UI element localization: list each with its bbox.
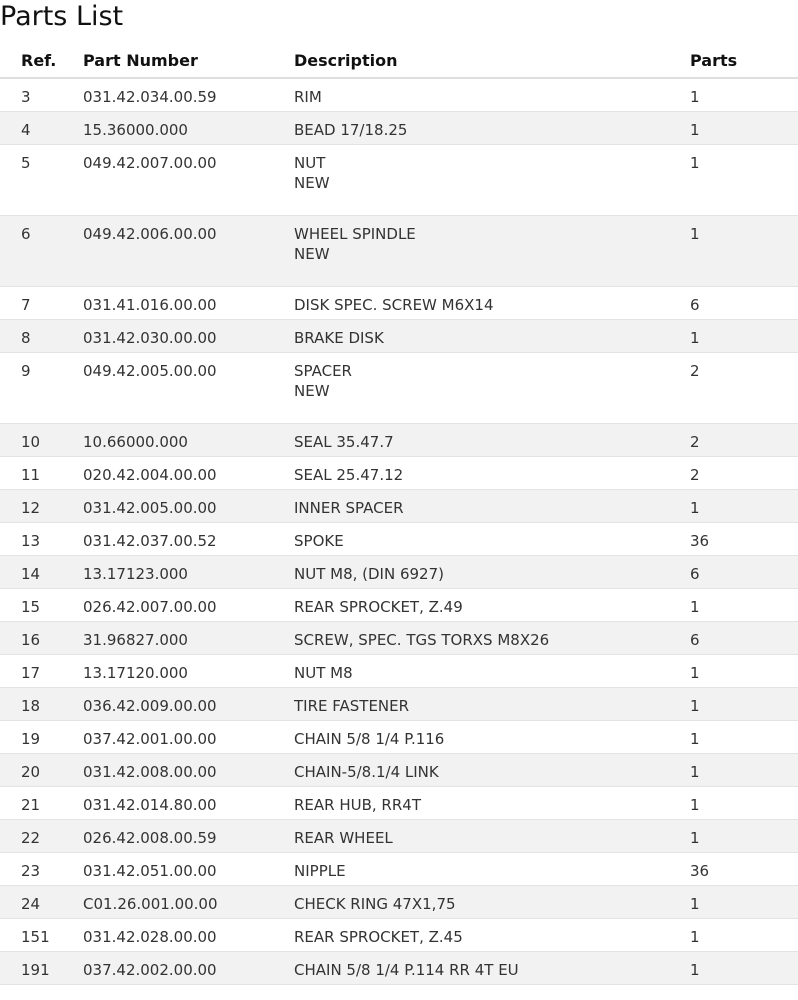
description-text: CHAIN 5/8 1/4 P.116 (294, 729, 445, 748)
cell-part-number: 031.42.014.80.00 (83, 786, 294, 819)
cell-parts-count: 36 (690, 522, 798, 555)
cell-description (294, 786, 690, 819)
cell-part-number: 049.42.005.00.00 (83, 352, 294, 423)
cell-description (294, 918, 690, 951)
cell-description (294, 654, 690, 687)
cell-ref: 11 (0, 456, 83, 489)
cell-part-number: 031.42.005.00.00 (83, 489, 294, 522)
cell-ref: 151 (0, 918, 83, 951)
cell-part-number: 031.41.016.00.00 (83, 286, 294, 319)
description-text: CHECK RING 47X1,75 (294, 894, 456, 913)
cell-description (294, 852, 690, 885)
cell-ref: 15 (0, 588, 83, 621)
cell-description (294, 720, 690, 753)
description-text: REAR SPROCKET, Z.49 (294, 597, 463, 616)
cell-parts-count: 1 (690, 144, 798, 215)
cell-ref: 14 (0, 555, 83, 588)
table-row (0, 286, 798, 319)
description-text: NIPPLE (294, 861, 346, 880)
table-row (0, 456, 798, 489)
table-row (0, 753, 798, 786)
cell-parts-count: 6 (690, 621, 798, 654)
cell-part-number: 10.66000.000 (83, 423, 294, 456)
cell-ref: 19 (0, 720, 83, 753)
cell-part-number: 049.42.007.00.00 (83, 144, 294, 215)
cell-ref: 7 (0, 286, 83, 319)
cell-part-number: 037.42.002.00.00 (83, 951, 294, 984)
parts-table (0, 43, 798, 985)
table-row (0, 489, 798, 522)
cell-part-number: 031.42.030.00.00 (83, 319, 294, 352)
cell-parts-count: 1 (690, 654, 798, 687)
cell-ref: 191 (0, 951, 83, 984)
cell-part-number: 026.42.008.00.59 (83, 819, 294, 852)
cell-parts-count: 1 (690, 918, 798, 951)
cell-parts-count: 1 (690, 951, 798, 984)
page-title: Parts List (0, 1, 124, 32)
cell-ref: 18 (0, 687, 83, 720)
table-row (0, 352, 798, 423)
table-row (0, 819, 798, 852)
cell-ref: 6 (0, 215, 83, 286)
description-text: TIRE FASTENER (294, 696, 410, 715)
description-text: NUT M8 (294, 663, 353, 682)
table-row (0, 786, 798, 819)
table-row (0, 588, 798, 621)
cell-parts-count: 1 (690, 819, 798, 852)
cell-parts-count: 2 (690, 423, 798, 456)
table-header-row (0, 43, 798, 78)
cell-description (294, 286, 690, 319)
description-text: SEAL 35.47.7 (294, 432, 394, 451)
description-text: NUT M8, (DIN 6927) (294, 564, 444, 583)
cell-description (294, 588, 690, 621)
description-text: DISK SPEC. SCREW M6X14 (294, 295, 494, 314)
table-row (0, 319, 798, 352)
cell-description (294, 111, 690, 144)
table-row (0, 423, 798, 456)
table-row (0, 78, 798, 111)
description-text: REAR SPROCKET, Z.45 (294, 927, 463, 946)
table-row (0, 111, 798, 144)
table-row (0, 144, 798, 215)
table-row (0, 654, 798, 687)
table-row (0, 621, 798, 654)
cell-parts-count: 6 (690, 555, 798, 588)
cell-ref: 23 (0, 852, 83, 885)
cell-parts-count: 1 (690, 78, 798, 111)
cell-description (294, 621, 690, 654)
cell-ref: 4 (0, 111, 83, 144)
cell-description (294, 215, 690, 286)
cell-part-number: 036.42.009.00.00 (83, 687, 294, 720)
cell-ref: 16 (0, 621, 83, 654)
cell-parts-count: 36 (690, 852, 798, 885)
table-row (0, 215, 798, 286)
cell-part-number: 13.17123.000 (83, 555, 294, 588)
cell-ref: 24 (0, 885, 83, 918)
cell-part-number: C01.26.001.00.00 (83, 885, 294, 918)
cell-part-number: 13.17120.000 (83, 654, 294, 687)
cell-part-number: 026.42.007.00.00 (83, 588, 294, 621)
cell-part-number: 031.42.051.00.00 (83, 852, 294, 885)
cell-description (294, 489, 690, 522)
description-text: REAR HUB, RR4T (294, 795, 421, 814)
table-row (0, 522, 798, 555)
cell-part-number: 15.36000.000 (83, 111, 294, 144)
cell-ref: 20 (0, 753, 83, 786)
cell-part-number: 037.42.001.00.00 (83, 720, 294, 753)
cell-part-number: 020.42.004.00.00 (83, 456, 294, 489)
cell-ref: 10 (0, 423, 83, 456)
cell-ref: 21 (0, 786, 83, 819)
table-row (0, 918, 798, 951)
description-text: REAR WHEEL (294, 828, 393, 847)
cell-description (294, 885, 690, 918)
cell-description (294, 78, 690, 111)
description-note: NEW (294, 244, 330, 263)
cell-parts-count: 1 (690, 111, 798, 144)
cell-ref: 8 (0, 319, 83, 352)
cell-description (294, 423, 690, 456)
parts-table-body (0, 78, 798, 984)
description-text: NUT (294, 153, 326, 172)
cell-description (294, 687, 690, 720)
cell-parts-count: 2 (690, 352, 798, 423)
description-text: SPACER (294, 361, 352, 380)
cell-ref: 12 (0, 489, 83, 522)
description-text: SEAL 25.47.12 (294, 465, 404, 484)
header-parts[interactable]: Parts (690, 43, 798, 78)
description-text: CHAIN 5/8 1/4 P.114 RR 4T EU (294, 960, 519, 979)
table-row (0, 951, 798, 984)
cell-description (294, 555, 690, 588)
table-row (0, 555, 798, 588)
description-text: SPOKE (294, 531, 344, 550)
description-note: NEW (294, 173, 330, 192)
description-note: NEW (294, 381, 330, 400)
cell-ref: 13 (0, 522, 83, 555)
cell-ref: 17 (0, 654, 83, 687)
cell-ref: 3 (0, 78, 83, 111)
cell-description (294, 319, 690, 352)
table-row (0, 687, 798, 720)
description-text: BEAD 17/18.25 (294, 120, 408, 139)
header-ref[interactable]: Ref. (0, 43, 83, 78)
cell-description (294, 144, 690, 215)
description-text: WHEEL SPINDLE (294, 224, 416, 243)
cell-parts-count: 1 (690, 687, 798, 720)
cell-parts-count: 1 (690, 319, 798, 352)
cell-parts-count: 1 (690, 489, 798, 522)
cell-parts-count: 1 (690, 720, 798, 753)
header-part-number[interactable]: Part Number (83, 43, 294, 78)
cell-part-number: 031.42.037.00.52 (83, 522, 294, 555)
cell-parts-count: 6 (690, 286, 798, 319)
cell-parts-count: 1 (690, 786, 798, 819)
cell-parts-count: 1 (690, 215, 798, 286)
cell-part-number: 031.42.034.00.59 (83, 78, 294, 111)
description-text: BRAKE DISK (294, 328, 384, 347)
cell-description (294, 753, 690, 786)
table-row (0, 720, 798, 753)
description-text: CHAIN-5/8.1/4 LINK (294, 762, 439, 781)
cell-parts-count: 1 (690, 588, 798, 621)
cell-ref: 9 (0, 352, 83, 423)
cell-parts-count: 1 (690, 753, 798, 786)
description-text: SCREW, SPEC. TGS TORXS M8X26 (294, 630, 550, 649)
cell-parts-count: 2 (690, 456, 798, 489)
cell-part-number: 031.42.028.00.00 (83, 918, 294, 951)
cell-part-number: 31.96827.000 (83, 621, 294, 654)
cell-parts-count: 1 (690, 885, 798, 918)
cell-ref: 22 (0, 819, 83, 852)
cell-part-number: 049.42.006.00.00 (83, 215, 294, 286)
cell-part-number: 031.42.008.00.00 (83, 753, 294, 786)
header-description[interactable]: Description (294, 43, 690, 78)
cell-description (294, 522, 690, 555)
table-row (0, 885, 798, 918)
cell-description (294, 951, 690, 984)
cell-description (294, 819, 690, 852)
description-text: RIM (294, 88, 322, 106)
cell-description (294, 456, 690, 489)
table-row (0, 852, 798, 885)
cell-ref: 5 (0, 144, 83, 215)
description-text: INNER SPACER (294, 498, 404, 517)
cell-description (294, 352, 690, 423)
